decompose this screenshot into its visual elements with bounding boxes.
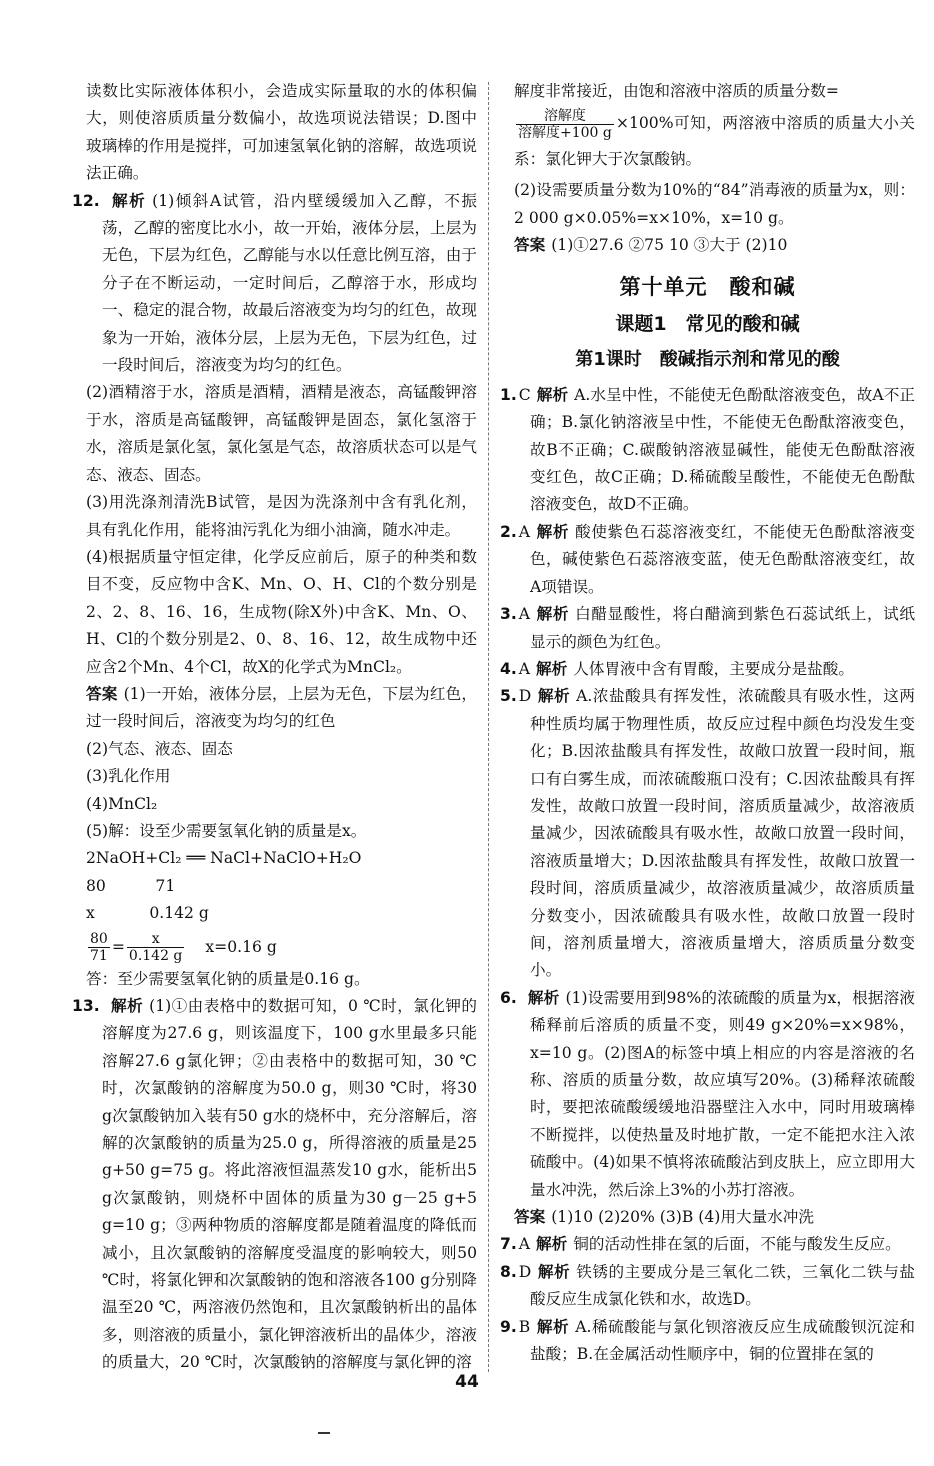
page-number: 44	[455, 1372, 479, 1392]
lesson-title: 课题1 常见的酸和碱	[615, 313, 800, 336]
q12-answer-1: 答案 (1)一开始，液体分层，上层为无色，下层为红色，过一段时间后，溶液变为均匀的红色	[86, 684, 477, 731]
answer-item: 1. C 解析 A.水呈中性，不能使无色酚酞溶液变色，故A不正确；B.氯化钠溶液呈中性，不能使无色酚酞溶液变色，故B不正确；C.碳酸钠溶液显碱性，能使无色酚酞溶液变红色，故C正确；D.稀硫酸呈酸性，不能使无色酚酞溶液变色，故D不正确。	[500, 385, 915, 514]
q6-answer: 答案 (1)10 (2)20% (3)B (4)用大量水冲洗	[514, 1208, 814, 1227]
fraction-80-71: $\frac{80}{71}$	[90, 931, 108, 965]
question-6: 6. 解析 (1)设需要用到98%的浓硫酸的质量为x，根据溶液稀释前后溶质的质量不变，则49 g×20%=x×98%，x=10 g。(2)图A的标签中填上相应的内容是溶液的名称、溶质的质量分数，故应填写20%。(3)稀释浓硫酸时，要把浓硫酸缓缓地沿器壁注入水中，同时用玻璃棒不断搅拌，以使热量及时地扩散，一定不能把水注入浓硫酸中。(4)如果不慎将浓硫酸沾到皮肤上，应立即用大量水冲洗，然后涂上3%的小苏打溶液。	[500, 988, 915, 1199]
ratio-row-1: 80 71	[86, 876, 176, 895]
q12-part2: (2)酒精溶于水，溶质是酒精，酒精是液态，高锰酸钾溶于水，溶质是高锰酸钾，高锰酸钾是固态，氯化氢溶于水，溶质是氯化氢，氯化氢是气态，故溶质状态可以是气态、液态、固态。	[86, 383, 477, 484]
period-title: 第1课时 酸碱指示剂和常见的酸	[575, 349, 840, 371]
ratio-row-2: x 0.142 g	[86, 904, 209, 923]
q13-continuation-1: 解度非常接近，由饱和溶液中溶质的质量分数=	[514, 82, 839, 100]
solution-x: x=0.16 g	[205, 937, 277, 956]
q13-number: 13.	[72, 997, 100, 1015]
q12-part4: (4)根据质量守恒定律，化学反应前后，原子的种类和数目不变，反应物中含K、Mn、O、H、Cl的个数分别是2、2、8、16、16，生成物(除X外)中含K、Mn、O、H、Cl的个数分别是2、0、8、16、12，故生成物中还应含2个Mn、4个Cl，故X的化学式为MnCl₂。	[86, 547, 477, 676]
answer-item: 9. B 解析 A.稀硫酸能与氯化钡溶液反应生成硫酸钡沉淀和盐酸；B.在金属活动性顺序中，铜的位置排在氢的	[500, 1317, 915, 1364]
bottom-mark	[318, 1432, 330, 1434]
question-12	[72, 188, 477, 380]
left-column	[72, 78, 477, 1377]
q13-answer: 答案 (1)①27.6 ②75 10 ③大于 (2)10	[514, 236, 788, 255]
column-divider	[488, 82, 489, 1372]
q12-answer-label: 答案	[86, 684, 118, 703]
q12-answer-4: (4)MnCl₂	[86, 794, 158, 813]
answer-items-1-5	[500, 382, 915, 985]
answer-item: 7. A 解析 铜的活动性排在氢的后面，不能与酸发生反应。	[500, 1235, 901, 1254]
q12-label: 解析	[112, 191, 147, 210]
unit-title: 第十单元 酸和碱	[619, 274, 796, 299]
proportion-equation: $\frac{80}{71}$ = $\frac{x}{0.142 g}$ x=0.16 g	[90, 931, 277, 965]
answer-item: 3. A 解析 白醋显酸性，将白醋滴到紫色石蕊试纸上，试纸显示的颜色为红色。	[500, 605, 915, 651]
solubility-fraction: $\frac{\text{溶解度}}{\text{溶解度+100 g}}$	[518, 107, 612, 141]
answer-item: 5. D 解析 A.浓盐酸具有挥发性，浓硫酸具有吸水性，这两种性质均属于物理性质，故反应过程中颜色均没发生变化；B.因浓盐酸具有挥发性，故敞口放置一段时间，瓶口有白雾生成，而浓硫酸瓶口没有；C.因浓盐酸具有挥发性，故敞口放置一段时间，溶质质量减少，故溶液质量减少，因浓硫酸具有吸水性，故敞口放置一段时间，溶液质量增大；D.因浓盐酸具有挥发性，故敞口放置一段时间，溶质质量减少，故溶液质量减少，故溶质质量分数变小，因浓硫酸具有吸水性，故敞口放置一段时间，溶剂质量增大，溶液质量增大，溶质质量分数变小。	[500, 687, 915, 980]
chemical-equation: 2NaOH+Cl₂ ══ NaCl+NaClO+H₂O	[86, 849, 362, 868]
q12-number: 12.	[72, 191, 100, 210]
fraction-x: $\frac{x}{0.142 g}$	[128, 931, 183, 965]
q13-text: (1)①由表格中的数据可知，0 ℃时，氯化钾的溶解度为27.6 g，则该温度下，100 g水里最多只能溶解27.6 g氯化钾；②由表格中的数据可知，30 ℃时，次氯酸钠的溶解度为50.0 g，则30 ℃时，将30 g次氯酸钠加入装有50 g水的烧杯中，充分溶解后，溶解的次氯酸钠的质量为25.0 g，所得溶液的质量是25 g+50 g=75 g。将此溶液恒温蒸发10 g水，能析出5 g次氯酸钠，则烧杯中固体的质量为30 g－25 g+5 g=10 g；③两种物质的溶解度都是随着温度的降低而减小，且次氯酸钠的溶解度受温度的影响较大，则50 ℃时，将氯化钾和次氯酸钠的饱和溶液各100 g分别降温至20 ℃，两溶液仍然饱和，且次氯酸钠析出的晶体多，则溶液的质量小，氯化钾溶液析出的晶体少，溶液的质量大，20 ℃时，次氯酸钠的溶解度与氯化钾的溶	[102, 997, 477, 1372]
q13-continuation-2: $\frac{\text{溶解度}}{\text{溶解度+100 g}}$ ×100%可知，两溶液中溶质的质量大小关系：氯化钾大于次氯酸钠。	[514, 107, 915, 169]
q13-label: 解析	[111, 997, 144, 1015]
question-13	[72, 993, 477, 1377]
q12-part1: (1)倾斜A试管，沿内壁缓缓加入乙醇，不振荡，乙醇的密度比水小，故一开始，液体分层，上层为无色，下层为红色，乙醇能与水以任意比例互溶，由于分子在不断运动，一定时间后，乙醇溶于水，形成均一、稳定的混合物，故最后溶液变为均匀的红色，故现象为一开始，液体分层，上层为无色，下层为红色，过一段时间后，溶液变为均匀的红色。	[102, 191, 477, 375]
q12-answer-2: (2)气态、液态、固态	[86, 739, 233, 758]
q12-part3: (3)用洗涤剂清洗B试管，是因为洗涤剂中含有乳化剂，具有乳化作用，能将油污乳化为细小油滴，随水冲走。	[86, 493, 477, 539]
right-column	[500, 78, 915, 1368]
answer-item: 2. A 解析 酸使紫色石蕊溶液变红，不能使无色酚酞溶液变色，碱使紫色石蕊溶液变蓝，使无色酚酞溶液变红，故A项错误。	[500, 522, 915, 596]
answer-item: 8. D 解析 铁锈的主要成分是三氧化二铁，三氧化二铁与盐酸反应生成氯化铁和水，故选D。	[500, 1262, 915, 1309]
q13-continuation-3: (2)设需要质量分数为10%的“84”消毒液的质量为x，则：2 000 g×0.05%=x×10%，x=10 g。	[514, 181, 915, 227]
q12-answer-3: (3)乳化作用	[86, 767, 171, 786]
answer-items-7-9	[500, 1231, 915, 1368]
intro-paragraph: 读数比实际液体体积小，会造成实际量取的水的体积偏大，则使溶质质量分数偏小，故选项说法错误；D.图中玻璃棒的作用是搅拌，可加速氢氧化钠的溶解，故选项说法正确。	[86, 82, 477, 183]
q6-text: (1)设需要用到98%的浓硫酸的质量为x，根据溶液稀释前后溶质的质量不变，则49 g×20%=x×98%，x=10 g。(2)图A的标签中填上相应的内容是溶液的名称、溶质的质量分数，故应填写20%。(3)稀释浓硫酸时，要把浓硫酸缓缓地沿器壁注入水中，同时用玻璃棒不断搅拌，以使热量及时地扩散，一定不能把水注入浓硫酸中。(4)如果不慎将浓硫酸沾到皮肤上，应立即用大量水冲洗，然后涂上3%的小苏打溶液。	[530, 988, 915, 1199]
q12-answer-5: (5)解：设至少需要氢氧化钠的质量是x。	[86, 821, 367, 840]
answer-item: 4. A 解析 人体胃液中含有胃酸，主要成分是盐酸。	[500, 659, 854, 678]
q12-conclusion: 答：至少需要氢氧化钠的质量是0.16 g。	[86, 969, 370, 988]
